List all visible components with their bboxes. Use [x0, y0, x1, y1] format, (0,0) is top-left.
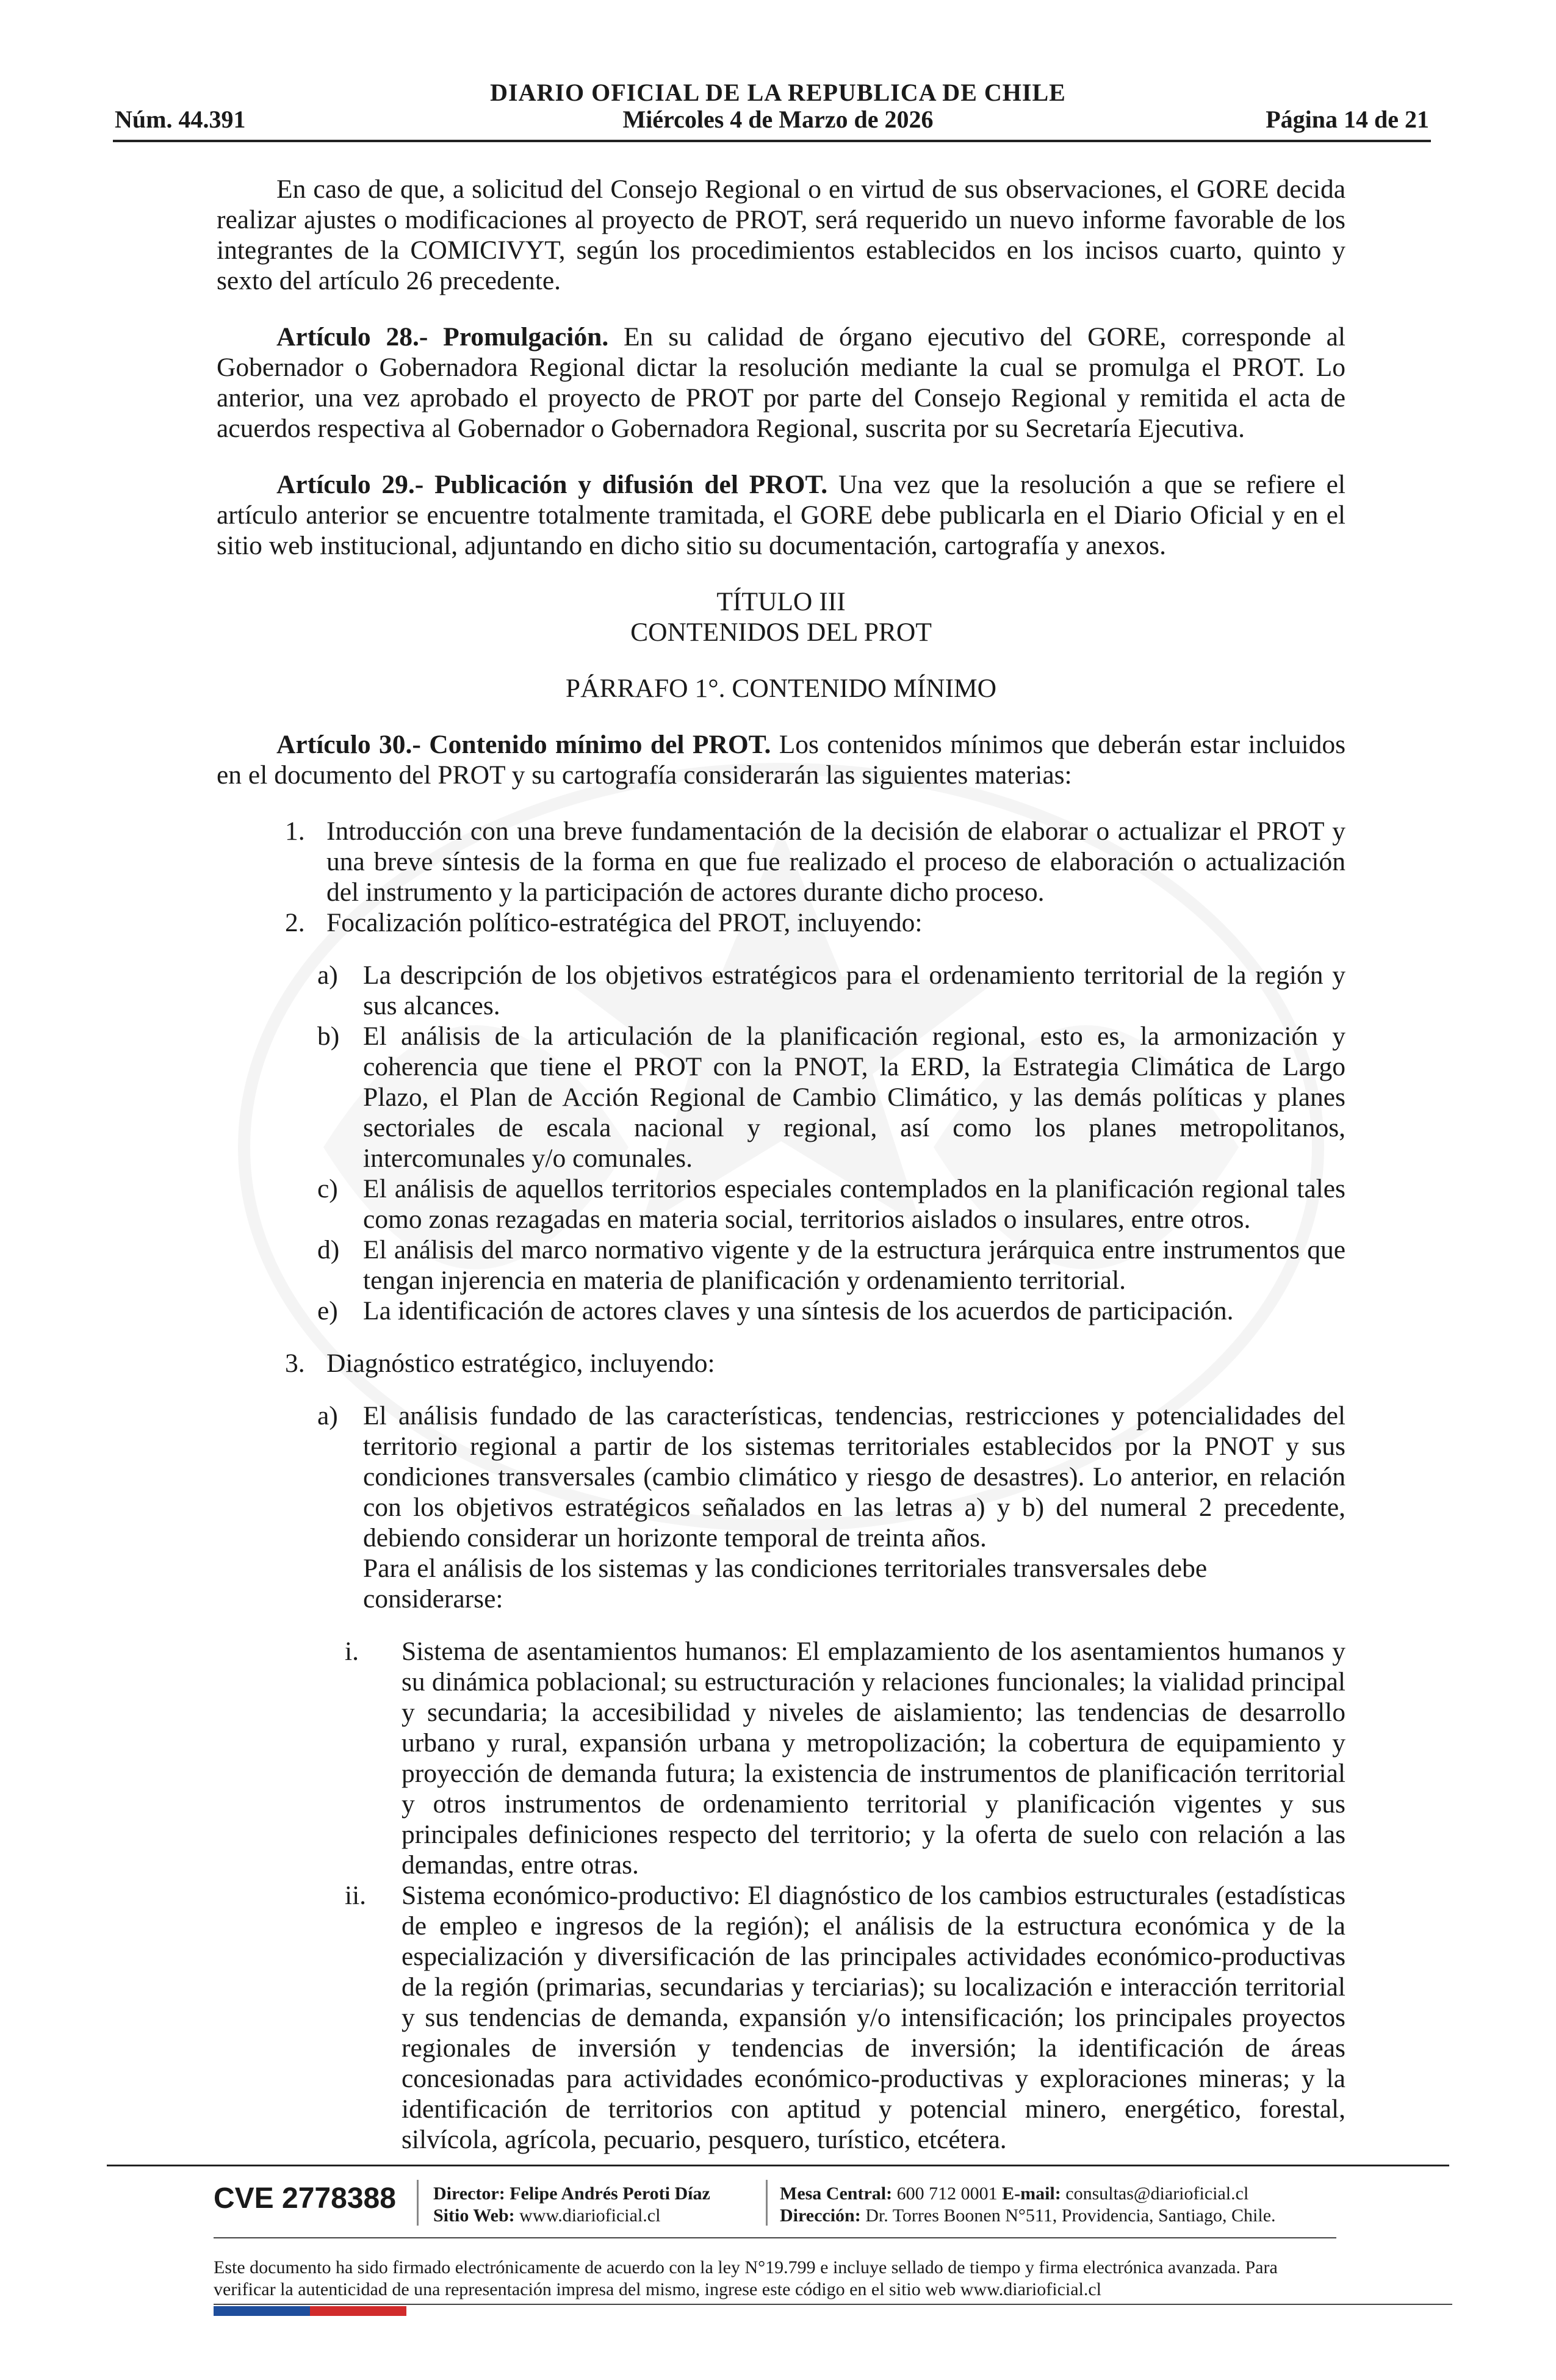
list-marker: a): [317, 1401, 338, 1430]
list-marker: b): [317, 1022, 340, 1051]
list-marker: i.: [345, 1637, 359, 1666]
footer-contact-block: [780, 2183, 1276, 2227]
item3-sublist: [217, 1401, 1345, 1553]
address-text: Dr. Torres Boonen N°511, Providencia, Santiago, Chile.: [860, 2205, 1276, 2226]
list-item-text: Diagnóstico estratégico, incluyendo:: [326, 1349, 715, 1378]
footer-director-block: [433, 2183, 710, 2227]
list-item-text: El análisis fundado de las características, tendencias, restricciones y potencialidades del territorio regional a partir de los sistemas territoriales establecidos por la PNOT y sus condiciones transversales (cambio climático y riesgo de desastres). Lo anterior, en relación con los objetivos estratégicos señalados en las letras a) y b) del numeral 2 precedente, debiendo considerar un horizonte temporal de treinta años.: [363, 1401, 1345, 1552]
item3-list: [217, 1348, 1345, 1379]
systems-intro: Para el análisis de los sistemas y las condiciones territoriales transversales debe considerarse:: [363, 1554, 1208, 1614]
list-marker: c): [317, 1174, 338, 1203]
flag-stripe-blue: [214, 2306, 310, 2316]
flag-stripe-red: [310, 2306, 406, 2316]
article-29-heading: Artículo 29.- Publicación y difusión del PROT.: [276, 470, 828, 499]
newspaper-title: DIARIO OFICIAL DE LA REPUBLICA DE CHILE: [490, 79, 1066, 106]
website-link[interactable]: www.diarioficial.cl: [514, 2205, 661, 2226]
article-30: [217, 729, 1345, 790]
article-28-text: En su calidad de órgano ejecutivo del GORE, corresponde al Gobernador o Gobernadora Regional dictar la resolución mediante la cual se promulga el PROT. Lo anterior, una vez aprobado el proyecto de PROT por parte del Consejo Regional y remitida el acta de acuerdos respectiva al Gobernador o Gobernadora Regional, suscrita por su Secretaría Ejecutiva.: [217, 322, 1345, 443]
item2-sublist: [217, 960, 1345, 1326]
list-item: [217, 1021, 1345, 1174]
list-marker: e): [317, 1296, 338, 1325]
list-marker: ii.: [345, 1881, 367, 1910]
issue-date: Miércoles 4 de Marzo de 2026: [622, 106, 934, 133]
footer-divider: [214, 2237, 1336, 2238]
list-item-text: El análisis del marco normativo vigente y de la estructura jerárquica entre instrumentos que tengan injerencia en materia de planificación y ordenamiento territorial.: [363, 1235, 1345, 1295]
list-marker: a): [317, 961, 338, 990]
footer-separator: [766, 2180, 768, 2226]
paragraph-intro: En caso de que, a solicitud del Consejo Regional o en virtud de sus observaciones, el GORE decida realizar ajustes o modificaciones al proyecto de PROT, será requerido un nuevo informe favorable de los integrantes de la COMICIVYT, según los procedimientos establecidos en los incisos cuarto, quinto y sexto del artículo 26 precedente.: [217, 175, 1345, 295]
phone-label: Mesa Central:: [780, 2183, 893, 2204]
page-number: Página 14 de 21: [1266, 106, 1429, 133]
list-item: [217, 960, 1345, 1021]
list-marker: 1.: [285, 817, 305, 846]
list-item: [217, 1296, 1345, 1326]
article-28: [217, 322, 1345, 444]
article-30-heading: Artículo 30.- Contenido mínimo del PROT.: [276, 730, 771, 759]
list-item: [217, 1880, 1345, 2155]
list-item-text: Introducción con una breve fundamentación de la decisión de elaborar o actualizar el PROT y una breve síntesis de la forma en que fue realizado el proceso de elaboración o actualización del instrumento y la participación de actores durante dicho proceso.: [326, 817, 1345, 907]
address-label: Dirección:: [780, 2205, 861, 2226]
footer-separator: [417, 2180, 419, 2226]
header-divider: [113, 140, 1431, 142]
article-29: [217, 469, 1345, 561]
title-block: [217, 586, 1345, 647]
minimum-content-list: [217, 816, 1345, 938]
list-item: [217, 1636, 1345, 1880]
list-item-text: El análisis de aquellos territorios especiales contemplados en la planificación regional tales como zonas rezagadas en materia social, territorios aislados o insulares, entre otros.: [363, 1174, 1345, 1234]
article-28-heading: Artículo 28.- Promulgación.: [276, 322, 609, 352]
list-item: [217, 1235, 1345, 1296]
signature-notice: Este documento ha sido firmado electrónicamente de acuerdo con la ley N°19.799 e incluye sellado de tiempo y firma electrónica avanzada. Para verificar la autenticidad de una representación impresa del mismo, ingrese este código en el sitio web www.diarioficial.cl: [214, 2257, 1278, 2299]
list-item: [217, 907, 1345, 938]
issue-number: Núm. 44.391: [115, 106, 246, 133]
list-item: [217, 1401, 1345, 1553]
director-name: Felipe Andrés Peroti Díaz: [505, 2183, 710, 2204]
systems-list: [217, 1636, 1345, 2155]
paragraph-heading: PÁRRAFO 1°. CONTENIDO MÍNIMO: [565, 674, 997, 703]
document-body: [217, 174, 1345, 2155]
list-item-text: La identificación de actores claves y una síntesis de los acuerdos de participación.: [363, 1296, 1234, 1325]
list-item: [217, 1348, 1345, 1379]
list-item: [217, 816, 1345, 907]
list-item: [217, 1174, 1345, 1235]
cve-code: CVE 2778388: [214, 2182, 396, 2215]
title-subheading: CONTENIDOS DEL PROT: [630, 618, 932, 647]
footer-divider: [214, 2304, 1452, 2305]
list-item-text: La descripción de los objetivos estratégicos para el ordenamiento territorial de la región y sus alcances.: [363, 961, 1345, 1020]
list-item-text: Sistema de asentamientos humanos: El emplazamiento de los asentamientos humanos y su dinámica poblacional; su estructuración y relaciones funcionales; la vialidad principal y secundaria; la accesibilidad y niveles de aislamiento; las tendencias de desarrollo urbano y rural, expansión urbana y metropolización; la cobertura de equipamiento y proyección de demanda futura; la existencia de instrumentos de planificación territorial y otros instrumentos de ordenamiento territorial y planificación vigentes y sus principales definiciones respecto del territorio; y la oferta de suelo con relación a las demandas, entre otras.: [402, 1637, 1345, 1880]
list-item-text: Sistema económico-productivo: El diagnóstico de los cambios estructurales (estadísticas de empleo e ingresos de la región); el análisis de la estructura económica y de la especialización y diversificación de las principales actividades económico-productivas de la región (primarias, secundarias y terciarias); su localización e interacción territorial y sus tendencias de demanda, expansión y/o intensificación; los principales proyectos regionales de inversión y tendencias de inversión; la identificación de áreas concesionadas para actividades económico-productivas y exploraciones mineras; y la identificación de territorios con aptitud y potencial minero, energético, forestal, silvícola, agrícola, pecuario, pesquero, turístico, etcétera.: [402, 1881, 1345, 2154]
list-item-text: El análisis de la articulación de la planificación regional, esto es, la armonización y coherencia que tiene el PROT con la PNOT, la ERD, la Estrategia Climática de Largo Plazo, el Plan de Acción Regional de Cambio Climático, y las demás políticas y planes sectoriales de escala nacional y regional, así como los planes metropolitanos, intercomunales y/o comunales.: [363, 1022, 1345, 1173]
footer-divider: [107, 2165, 1449, 2166]
title-heading: TÍTULO III: [716, 587, 846, 616]
email-label: E-mail:: [1002, 2183, 1061, 2204]
phone-number: 600 712 0001: [892, 2183, 1003, 2204]
list-marker: d): [317, 1235, 340, 1264]
director-label: Director:: [433, 2183, 505, 2204]
website-label: Sitio Web:: [433, 2205, 515, 2226]
email-link[interactable]: consultas@diarioficial.cl: [1061, 2183, 1249, 2204]
article-30-text: Los contenidos mínimos que deberán estar incluidos en el documento del PROT y su cartografía considerarán las siguientes materias:: [217, 730, 1345, 790]
list-marker: 2.: [285, 908, 305, 937]
article-29-text: Una vez que la resolución a que se refiere el artículo anterior se encuentre totalmente tramitada, el GORE debe publicarla en el Diario Oficial y en el sitio web institucional, adjuntando en dicho sitio su documentación, cartografía y anexos.: [217, 470, 1345, 560]
list-marker: 3.: [285, 1349, 305, 1378]
list-item-text: Focalización político-estratégica del PROT, incluyendo:: [326, 908, 923, 937]
